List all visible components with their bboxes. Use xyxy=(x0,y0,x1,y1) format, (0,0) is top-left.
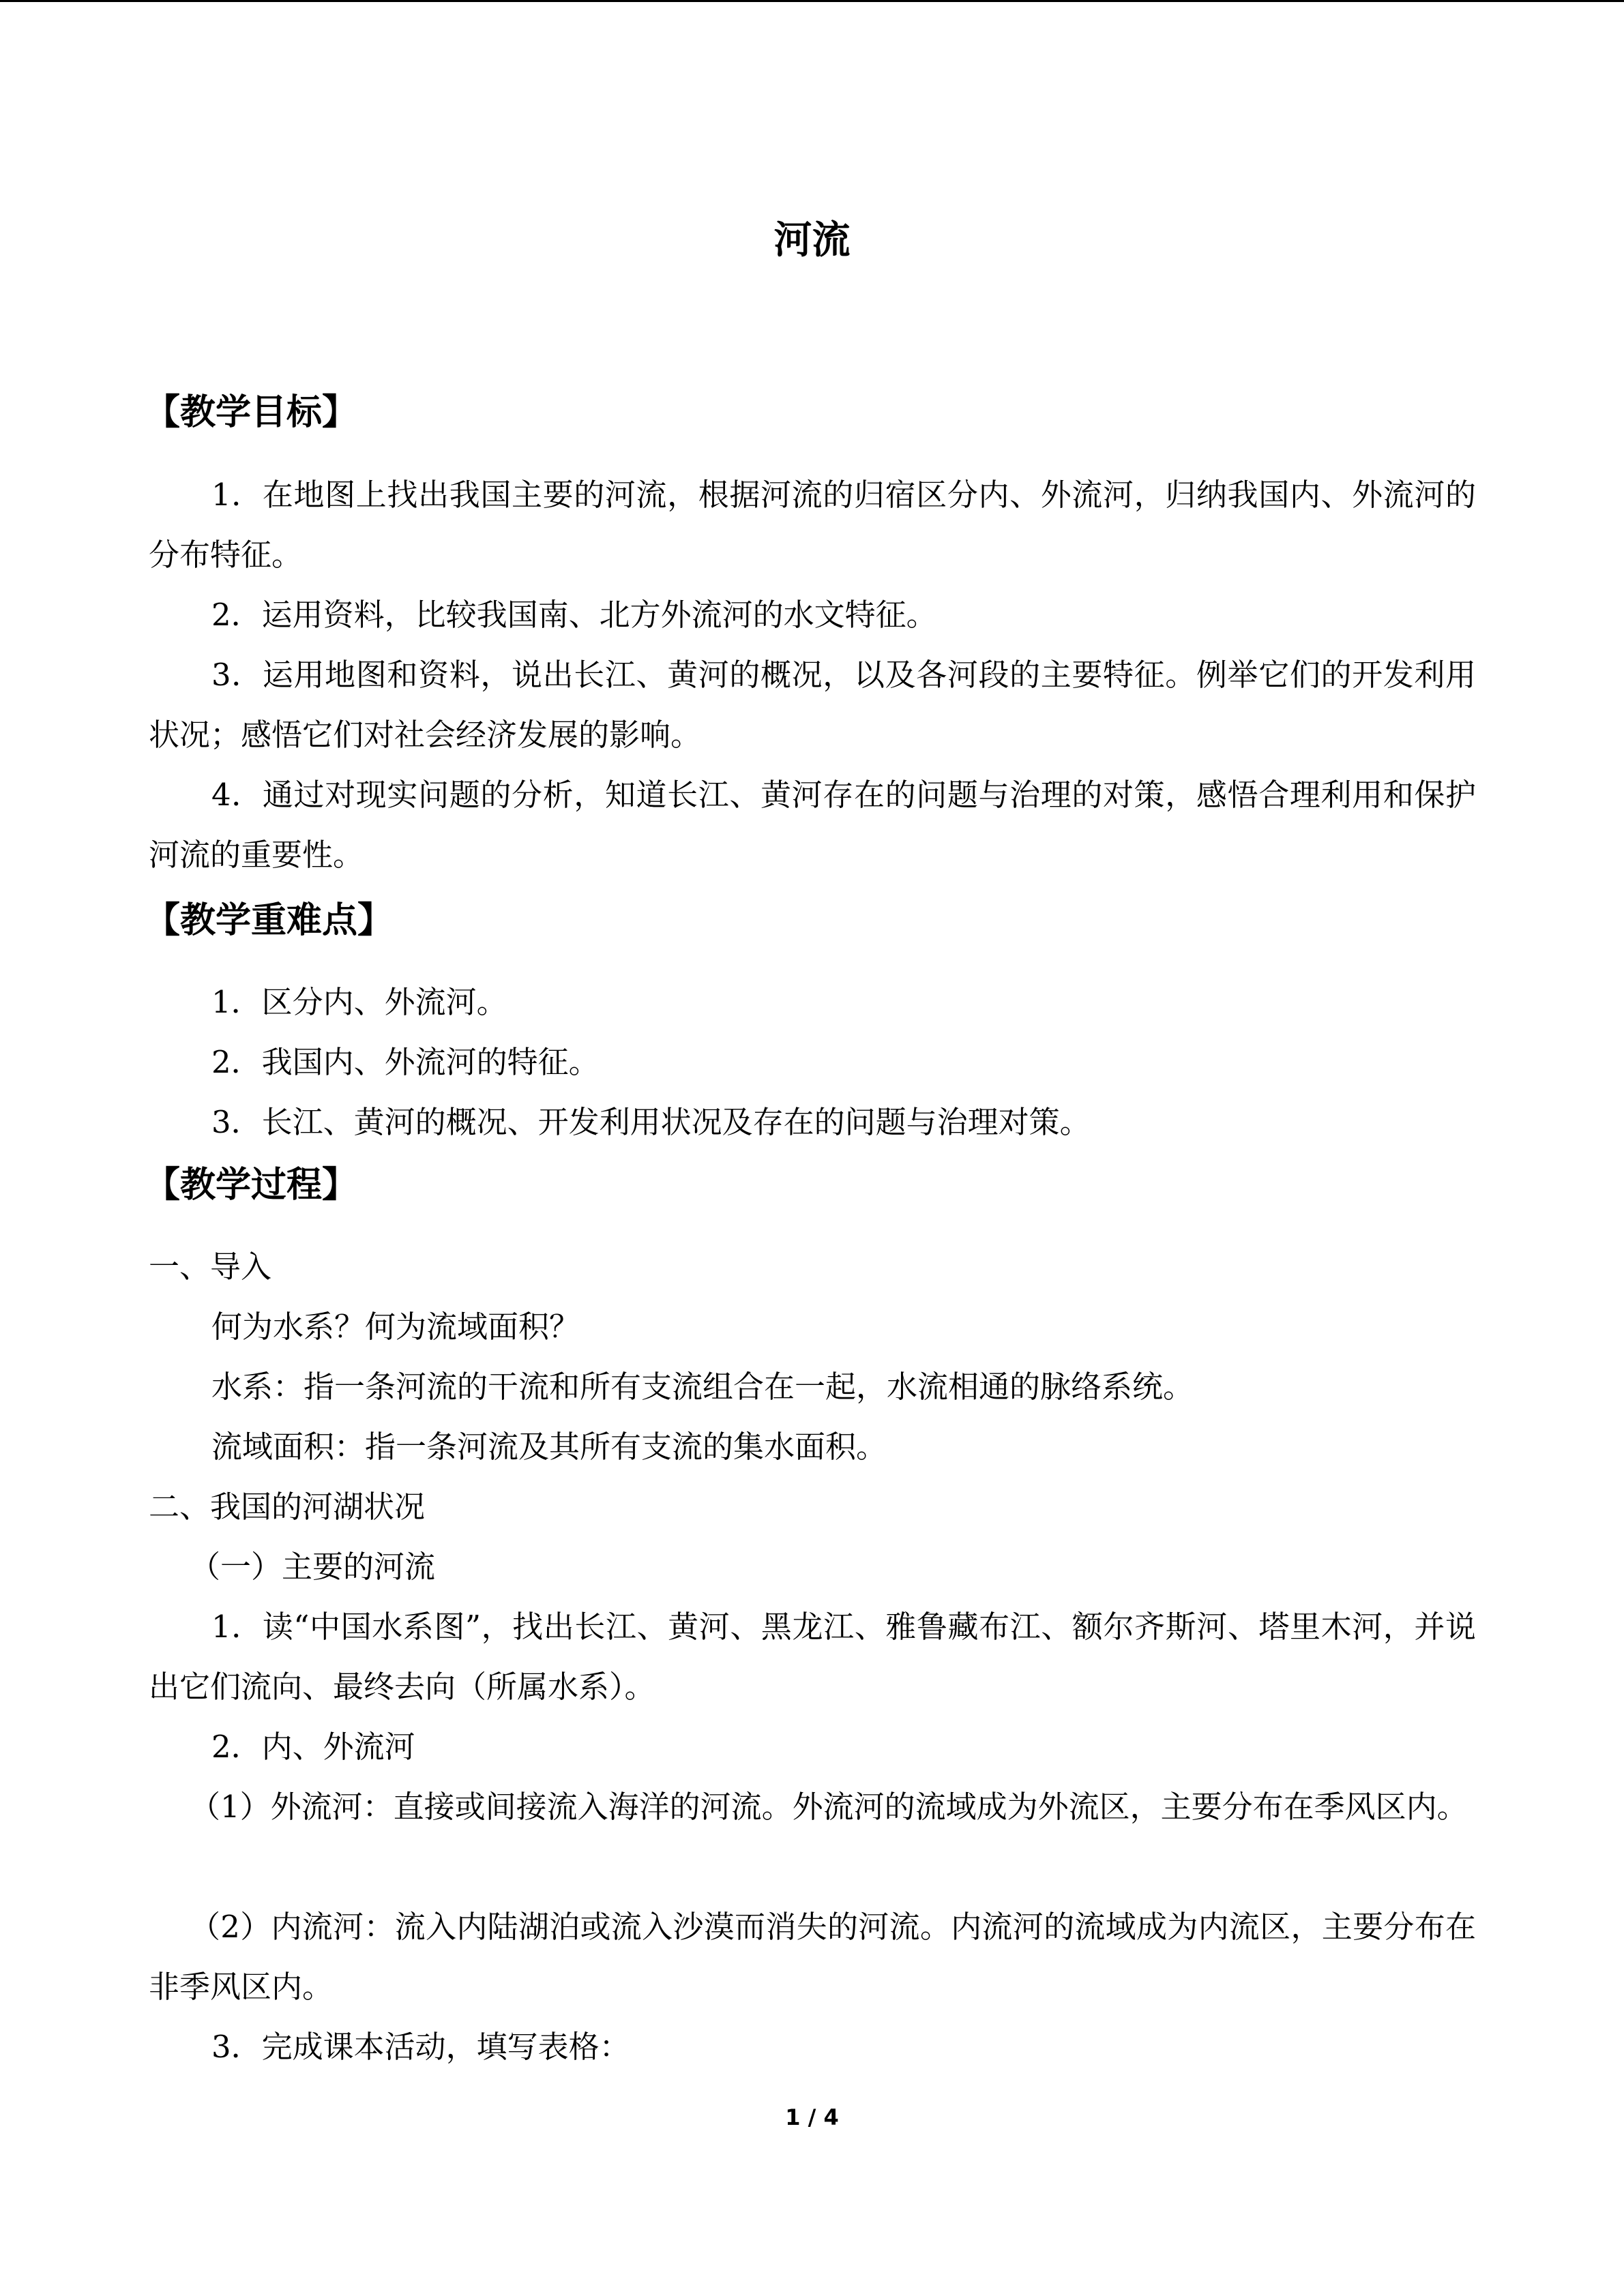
key-point-2: 2．我国内、外流河的特征。 xyxy=(211,1044,600,1080)
definition-basin-area: 流域面积：指一条河流及其所有支流的集水面积。 xyxy=(211,1429,887,1465)
process-part2-title: 二、我国的河湖状况 xyxy=(149,1489,426,1525)
interior-river-definition: （2）内流河：流入内陆湖泊或流入沙漠而消失的河流。内流河的流域成为内流区，主要分布在非季风区内。 xyxy=(149,1909,1476,2005)
process-part1-title: 一、导入 xyxy=(149,1249,272,1285)
section-heading-process: 【教学过程】 xyxy=(145,1165,358,1206)
page-number: 1 / 4 xyxy=(785,2104,839,2130)
process-item-2: 2．内、外流河 xyxy=(211,1729,415,1765)
process-question: 何为水系？何为流域面积？ xyxy=(211,1309,580,1345)
process-item-3: 3．完成课本活动，填写表格： xyxy=(211,2029,630,2065)
process-item-1: 1．读“中国水系图”，找出长江、黄河、黑龙江、雅鲁藏布江、额尔齐斯河、塔里木河，并说出它们流向、最终去向（所属水系）。 xyxy=(149,1609,1476,1705)
page-title: 河流 xyxy=(773,218,851,263)
goal-item-4: 4．通过对现实问题的分析，知道长江、黄河存在的问题与治理的对策，感悟合理利用和保护河流的重要性。 xyxy=(149,777,1476,873)
section-heading-key-points: 【教学重难点】 xyxy=(145,900,394,941)
definition-water-system: 水系：指一条河流的干流和所有支流组合在一起，水流相通的脉络系统。 xyxy=(211,1369,1194,1405)
goal-item-2: 2．运用资料，比较我国南、北方外流河的水文特征。 xyxy=(211,597,937,633)
subsection-main-rivers: （一）主要的河流 xyxy=(190,1549,436,1585)
key-point-3: 3．长江、黄河的概况、开发利用状况及存在的问题与治理对策。 xyxy=(211,1104,1091,1140)
goal-item-1: 1．在地图上找出我国主要的河流，根据河流的归宿区分内、外流河，归纳我国内、外流河的分布特征。 xyxy=(149,477,1476,573)
goal-item-3: 3．运用地图和资料，说出长江、黄河的概况，以及各河段的主要特征。例举它们的开发利用状况；感悟它们对社会经济发展的影响。 xyxy=(149,657,1476,753)
section-heading-goals: 【教学目标】 xyxy=(145,392,358,433)
exterior-river-definition: （1）外流河：直接或间接流入海洋的河流。外流河的流域成为外流区，主要分布在季风区内。 xyxy=(190,1789,1468,1825)
key-point-1: 1．区分内、外流河。 xyxy=(211,984,507,1020)
